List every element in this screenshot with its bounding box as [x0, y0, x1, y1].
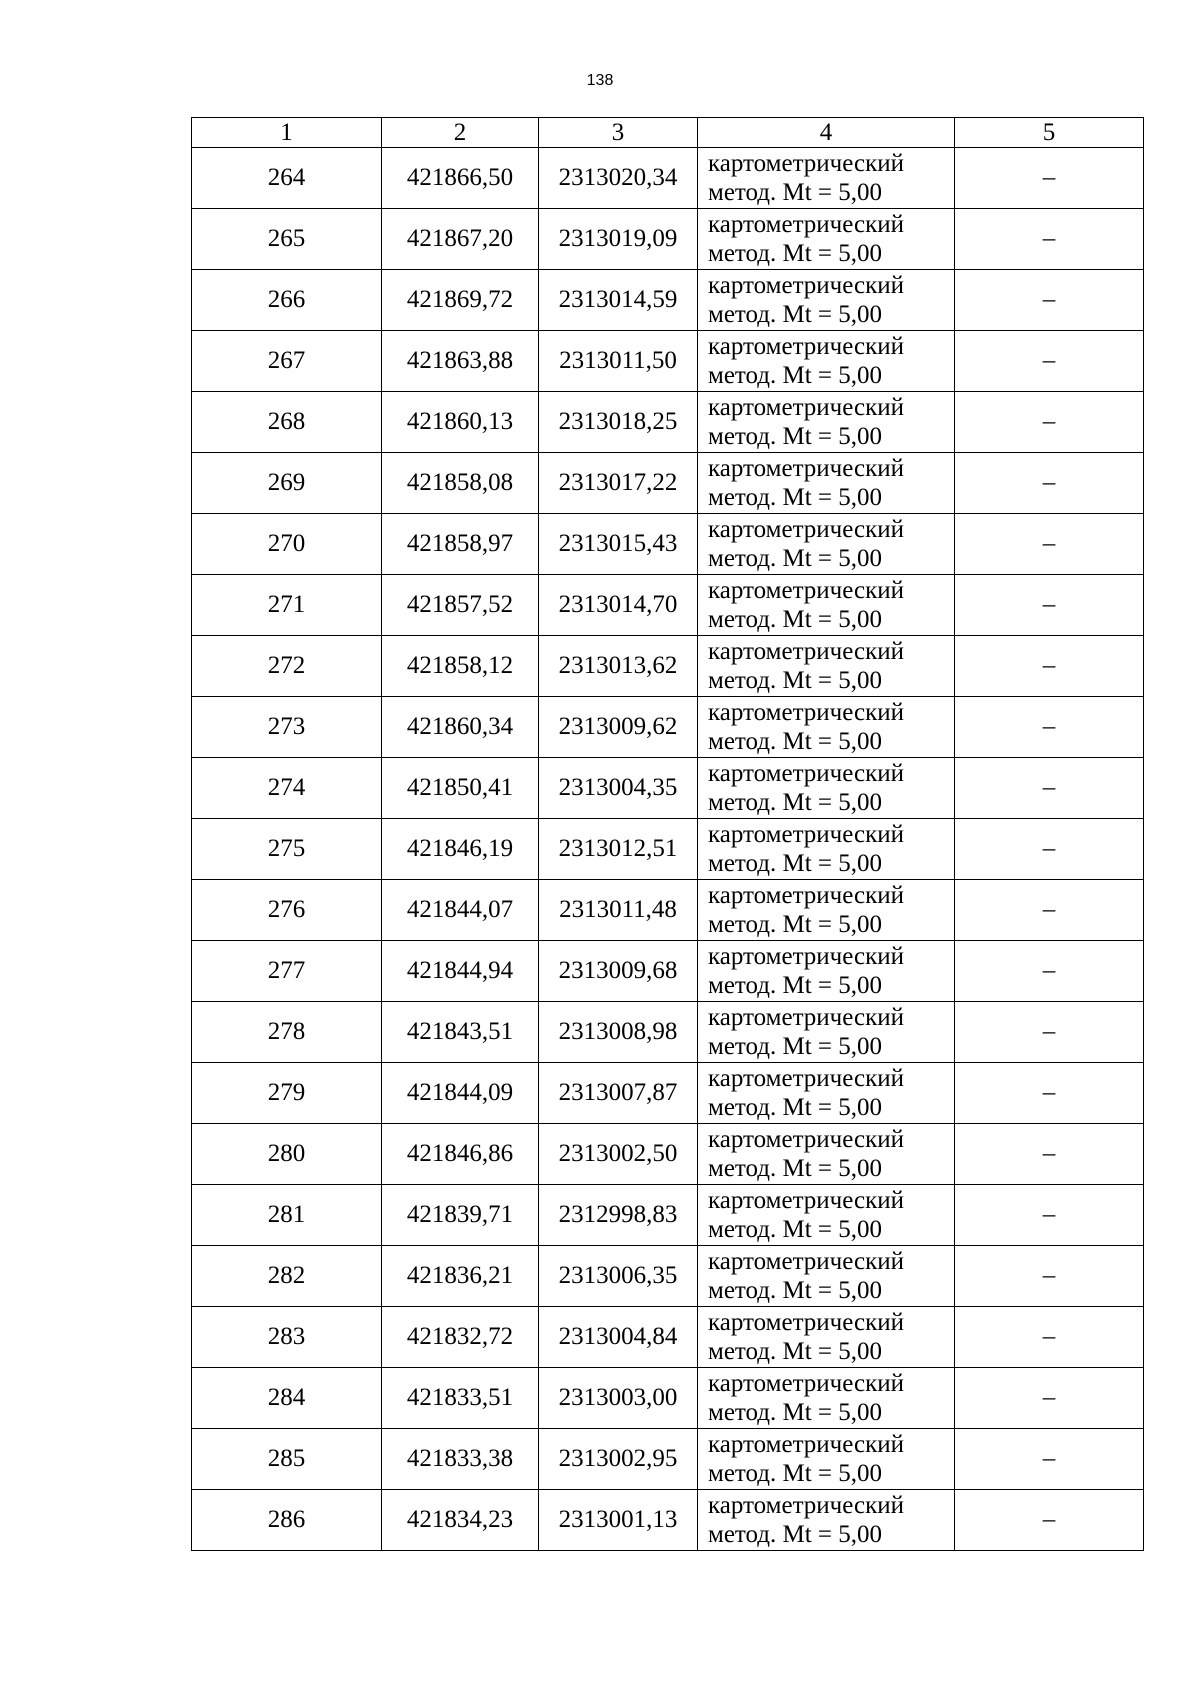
point-number-cell: 273 — [192, 697, 382, 758]
method-line-2: метод. Mt = 5,00 — [708, 484, 883, 511]
table-row — [192, 514, 1144, 575]
method-cell — [698, 1490, 955, 1551]
method-line-1: картометрический — [708, 333, 904, 360]
point-number-cell: 269 — [192, 453, 382, 514]
point-number-cell: 285 — [192, 1429, 382, 1490]
method-cell — [698, 148, 955, 209]
x-coordinate-cell: 421846,19 — [382, 819, 539, 880]
y-coordinate-cell: 2313009,62 — [539, 697, 698, 758]
method-cell — [698, 1307, 955, 1368]
method-line-1: картометрический — [708, 1065, 904, 1092]
method-cell — [698, 1002, 955, 1063]
note-cell: – — [955, 1002, 1144, 1063]
method-line-1: картометрический — [708, 1126, 904, 1153]
table-row — [192, 1002, 1144, 1063]
note-cell: – — [955, 758, 1144, 819]
table-row — [192, 636, 1144, 697]
x-coordinate-cell: 421858,97 — [382, 514, 539, 575]
table-row — [192, 1246, 1144, 1307]
method-cell — [698, 941, 955, 1002]
x-coordinate-cell: 421833,51 — [382, 1368, 539, 1429]
note-cell: – — [955, 1185, 1144, 1246]
method-line-2: метод. Mt = 5,00 — [708, 423, 883, 450]
table-row — [192, 270, 1144, 331]
x-coordinate-cell: 421844,94 — [382, 941, 539, 1002]
point-number-cell: 278 — [192, 1002, 382, 1063]
point-number-cell: 276 — [192, 880, 382, 941]
x-coordinate-cell: 421846,86 — [382, 1124, 539, 1185]
y-coordinate-cell: 2313007,87 — [539, 1063, 698, 1124]
table-header-row — [192, 118, 1144, 148]
table-row — [192, 392, 1144, 453]
y-coordinate-cell: 2313006,35 — [539, 1246, 698, 1307]
x-coordinate-cell: 421866,50 — [382, 148, 539, 209]
method-cell — [698, 1368, 955, 1429]
x-coordinate-cell: 421858,08 — [382, 453, 539, 514]
method-line-1: картометрический — [708, 1187, 904, 1214]
note-cell: – — [955, 941, 1144, 1002]
point-number-cell: 277 — [192, 941, 382, 1002]
method-line-1: картометрический — [708, 394, 904, 421]
table-row — [192, 697, 1144, 758]
method-line-2: метод. Mt = 5,00 — [708, 606, 883, 633]
table-row — [192, 1368, 1144, 1429]
note-cell: – — [955, 636, 1144, 697]
method-line-1: картометрический — [708, 760, 904, 787]
x-coordinate-cell: 421834,23 — [382, 1490, 539, 1551]
method-line-1: картометрический — [708, 455, 904, 482]
x-coordinate-cell: 421843,51 — [382, 1002, 539, 1063]
table-row — [192, 819, 1144, 880]
method-cell — [698, 1246, 955, 1307]
x-coordinate-cell: 421839,71 — [382, 1185, 539, 1246]
point-number-cell: 265 — [192, 209, 382, 270]
method-line-1: картометрический — [708, 577, 904, 604]
method-cell — [698, 209, 955, 270]
y-coordinate-cell: 2313008,98 — [539, 1002, 698, 1063]
y-coordinate-cell: 2313003,00 — [539, 1368, 698, 1429]
point-number-cell: 267 — [192, 331, 382, 392]
method-line-2: метод. Mt = 5,00 — [708, 1033, 883, 1060]
method-line-1: картометрический — [708, 1370, 904, 1397]
point-number-cell: 274 — [192, 758, 382, 819]
note-cell: – — [955, 1246, 1144, 1307]
note-cell: – — [955, 1124, 1144, 1185]
method-line-2: метод. Mt = 5,00 — [708, 789, 883, 816]
method-line-2: метод. Mt = 5,00 — [708, 179, 883, 206]
table-row — [192, 1185, 1144, 1246]
method-cell — [698, 1185, 955, 1246]
x-coordinate-cell: 421832,72 — [382, 1307, 539, 1368]
method-line-1: картометрический — [708, 1492, 904, 1519]
y-coordinate-cell: 2313001,13 — [539, 1490, 698, 1551]
note-cell: – — [955, 1429, 1144, 1490]
note-cell: – — [955, 575, 1144, 636]
y-coordinate-cell: 2312998,83 — [539, 1185, 698, 1246]
note-cell: – — [955, 819, 1144, 880]
method-cell — [698, 270, 955, 331]
y-coordinate-cell: 2313012,51 — [539, 819, 698, 880]
method-line-2: метод. Mt = 5,00 — [708, 850, 883, 877]
y-coordinate-cell: 2313002,95 — [539, 1429, 698, 1490]
y-coordinate-cell: 2313002,50 — [539, 1124, 698, 1185]
note-cell: – — [955, 209, 1144, 270]
y-coordinate-cell: 2313014,59 — [539, 270, 698, 331]
y-coordinate-cell: 2313011,48 — [539, 880, 698, 941]
x-coordinate-cell: 421844,09 — [382, 1063, 539, 1124]
table-row — [192, 1063, 1144, 1124]
method-cell — [698, 636, 955, 697]
x-coordinate-cell: 421850,41 — [382, 758, 539, 819]
x-coordinate-cell: 421867,20 — [382, 209, 539, 270]
x-coordinate-cell: 421836,21 — [382, 1246, 539, 1307]
method-line-1: картометрический — [708, 211, 904, 238]
table-row — [192, 209, 1144, 270]
method-line-1: картометрический — [708, 272, 904, 299]
method-line-1: картометрический — [708, 150, 904, 177]
point-number-cell: 270 — [192, 514, 382, 575]
method-line-1: картометрический — [708, 943, 904, 970]
note-cell: – — [955, 453, 1144, 514]
method-line-2: метод. Mt = 5,00 — [708, 1277, 883, 1304]
method-line-1: картометрический — [708, 1431, 904, 1458]
y-coordinate-cell: 2313017,22 — [539, 453, 698, 514]
method-cell — [698, 819, 955, 880]
table-row — [192, 880, 1144, 941]
y-coordinate-cell: 2313013,62 — [539, 636, 698, 697]
x-coordinate-cell: 421858,12 — [382, 636, 539, 697]
x-coordinate-cell: 421844,07 — [382, 880, 539, 941]
method-line-2: метод. Mt = 5,00 — [708, 1216, 883, 1243]
method-cell — [698, 758, 955, 819]
point-number-cell: 284 — [192, 1368, 382, 1429]
header-col-3: 3 — [539, 118, 698, 148]
method-line-2: метод. Mt = 5,00 — [708, 1460, 883, 1487]
point-number-cell: 275 — [192, 819, 382, 880]
coordinates-table — [191, 117, 1144, 1551]
y-coordinate-cell: 2313009,68 — [539, 941, 698, 1002]
method-line-2: метод. Mt = 5,00 — [708, 1155, 883, 1182]
method-cell — [698, 392, 955, 453]
table-row — [192, 941, 1144, 1002]
table-row — [192, 1307, 1144, 1368]
method-line-2: метод. Mt = 5,00 — [708, 362, 883, 389]
y-coordinate-cell: 2313020,34 — [539, 148, 698, 209]
method-line-2: метод. Mt = 5,00 — [708, 972, 883, 999]
note-cell: – — [955, 880, 1144, 941]
method-cell — [698, 697, 955, 758]
point-number-cell: 272 — [192, 636, 382, 697]
x-coordinate-cell: 421869,72 — [382, 270, 539, 331]
y-coordinate-cell: 2313004,35 — [539, 758, 698, 819]
note-cell: – — [955, 392, 1144, 453]
method-line-2: метод. Mt = 5,00 — [708, 728, 883, 755]
method-cell — [698, 331, 955, 392]
table-row — [192, 1429, 1144, 1490]
method-cell — [698, 1124, 955, 1185]
note-cell: – — [955, 148, 1144, 209]
method-line-1: картометрический — [708, 1309, 904, 1336]
header-col-1: 1 — [192, 118, 382, 148]
y-coordinate-cell: 2313018,25 — [539, 392, 698, 453]
method-cell — [698, 514, 955, 575]
table-row — [192, 148, 1144, 209]
method-line-2: метод. Mt = 5,00 — [708, 1399, 883, 1426]
method-cell — [698, 575, 955, 636]
method-line-1: картометрический — [708, 882, 904, 909]
table-body — [192, 148, 1144, 1551]
note-cell: – — [955, 697, 1144, 758]
point-number-cell: 281 — [192, 1185, 382, 1246]
point-number-cell: 268 — [192, 392, 382, 453]
note-cell: – — [955, 1063, 1144, 1124]
method-line-2: метод. Mt = 5,00 — [708, 301, 883, 328]
note-cell: – — [955, 270, 1144, 331]
method-cell — [698, 1063, 955, 1124]
method-line-1: картометрический — [708, 1248, 904, 1275]
page-number: 138 — [586, 72, 614, 89]
y-coordinate-cell: 2313011,50 — [539, 331, 698, 392]
method-line-1: картометрический — [708, 638, 904, 665]
method-line-1: картометрический — [708, 699, 904, 726]
method-cell — [698, 453, 955, 514]
x-coordinate-cell: 421857,52 — [382, 575, 539, 636]
point-number-cell: 279 — [192, 1063, 382, 1124]
point-number-cell: 280 — [192, 1124, 382, 1185]
note-cell: – — [955, 1307, 1144, 1368]
method-cell — [698, 880, 955, 941]
method-line-2: метод. Mt = 5,00 — [708, 1338, 883, 1365]
table-row — [192, 575, 1144, 636]
y-coordinate-cell: 2313004,84 — [539, 1307, 698, 1368]
point-number-cell: 266 — [192, 270, 382, 331]
table-row — [192, 1124, 1144, 1185]
x-coordinate-cell: 421863,88 — [382, 331, 539, 392]
x-coordinate-cell: 421860,34 — [382, 697, 539, 758]
method-line-2: метод. Mt = 5,00 — [708, 667, 883, 694]
method-line-1: картометрический — [708, 1004, 904, 1031]
table-row — [192, 453, 1144, 514]
table-row — [192, 758, 1144, 819]
method-line-2: метод. Mt = 5,00 — [708, 545, 883, 572]
method-line-2: метод. Mt = 5,00 — [708, 240, 883, 267]
y-coordinate-cell: 2313019,09 — [539, 209, 698, 270]
note-cell: – — [955, 1490, 1144, 1551]
point-number-cell: 271 — [192, 575, 382, 636]
x-coordinate-cell: 421860,13 — [382, 392, 539, 453]
note-cell: – — [955, 514, 1144, 575]
method-cell — [698, 1429, 955, 1490]
method-line-1: картометрический — [708, 516, 904, 543]
method-line-2: метод. Mt = 5,00 — [708, 1521, 883, 1548]
point-number-cell: 283 — [192, 1307, 382, 1368]
y-coordinate-cell: 2313015,43 — [539, 514, 698, 575]
point-number-cell: 282 — [192, 1246, 382, 1307]
method-line-2: метод. Mt = 5,00 — [708, 1094, 883, 1121]
table-row — [192, 1490, 1144, 1551]
point-number-cell: 286 — [192, 1490, 382, 1551]
method-line-2: метод. Mt = 5,00 — [708, 911, 883, 938]
point-number-cell: 264 — [192, 148, 382, 209]
header-col-4: 4 — [698, 118, 955, 148]
table-row — [192, 331, 1144, 392]
header-col-2: 2 — [382, 118, 539, 148]
x-coordinate-cell: 421833,38 — [382, 1429, 539, 1490]
note-cell: – — [955, 331, 1144, 392]
header-col-5: 5 — [955, 118, 1144, 148]
y-coordinate-cell: 2313014,70 — [539, 575, 698, 636]
method-line-1: картометрический — [708, 821, 904, 848]
note-cell: – — [955, 1368, 1144, 1429]
